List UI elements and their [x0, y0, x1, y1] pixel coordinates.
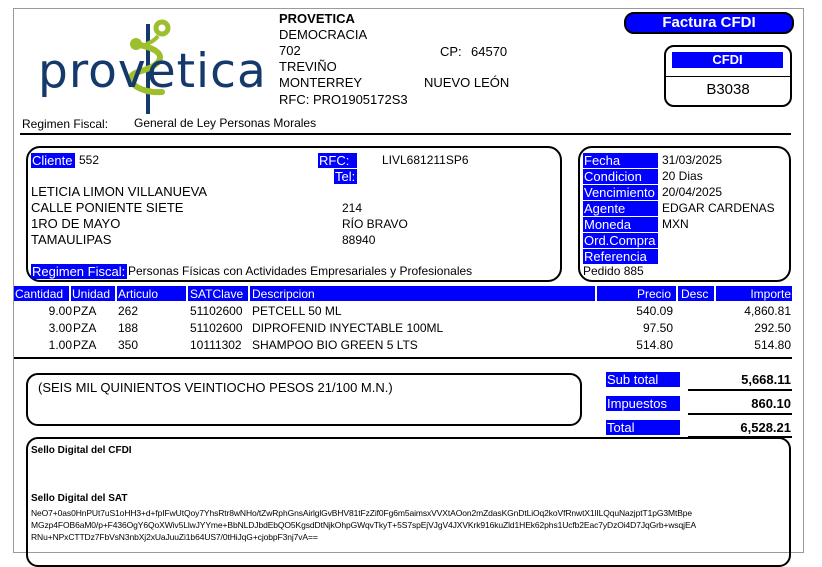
- amount-words: (SEIS MIL QUINIENTOS VEINTIOCHO PESOS 21/100 M.N.): [38, 380, 393, 395]
- col-satclave: SATClave: [190, 287, 244, 301]
- pedido-value: Pedido 885: [583, 264, 644, 278]
- client-city: RÍO BRAVO: [342, 217, 408, 231]
- col-desc: Desc: [681, 287, 709, 301]
- condicion-label: Condicion: [583, 169, 658, 184]
- client-rfc-label: RFC:: [318, 153, 357, 168]
- row-importe: 514.80: [754, 338, 791, 352]
- row-cantidad: 1.00: [48, 338, 72, 352]
- issuer-colony: TREVIÑO: [279, 59, 337, 74]
- issuer-city: MONTERREY: [279, 75, 363, 90]
- referencia-label: Referencia: [583, 249, 658, 264]
- impuestos-underline: [688, 413, 792, 415]
- moneda-label: Moneda: [583, 217, 658, 232]
- row-satclave: 51102600: [190, 304, 243, 318]
- sat-seal-line: MGzp4FOB6aM0/p+F436OgY6QoXWiv5LlwJYYme+BbNLDJbdEbQO5KgsdDtNjkOhpGWqvTkyT+5S7spEjVJgV4JXVKrk916kuZld1HEk62phs1Ucfb2Eac7yDzOi4D7JqGrb+wsqjEA: [31, 520, 697, 530]
- client-id: 552: [79, 153, 100, 167]
- condicion-value: 20 Dias: [662, 169, 703, 183]
- total-label: Total: [606, 420, 680, 435]
- folio-divider: [666, 76, 790, 77]
- total-value: 6,528.21: [740, 420, 791, 435]
- table-row: [14, 338, 792, 354]
- fecha-label: Fecha: [583, 153, 658, 168]
- client-number: 214: [342, 201, 363, 215]
- row-precio: 540.09: [636, 304, 673, 318]
- impuestos-value: 860.10: [751, 396, 791, 411]
- vencimiento-label: Vencimiento: [583, 185, 658, 200]
- impuestos-label: Impuestos: [606, 396, 680, 411]
- row-cantidad: 3.00: [48, 321, 72, 335]
- moneda-value: MXN: [662, 217, 689, 231]
- subtotal-value: 5,668.11: [741, 372, 791, 387]
- row-articulo: 188: [118, 321, 139, 335]
- invoice-title: Factura CFDI: [624, 12, 794, 34]
- regimen-value: General de Ley Personas Morales: [134, 116, 317, 130]
- items-bottom-divider: [14, 357, 792, 359]
- regimen-label: Regimen Fiscal:: [22, 117, 109, 131]
- logo-wordmark: provetica: [38, 44, 267, 99]
- issuer-cp-label: CP:: [440, 44, 462, 59]
- row-satclave: 10111302: [190, 338, 242, 352]
- agente-label: Agente: [583, 201, 658, 216]
- subtotal-underline: [688, 389, 792, 391]
- fecha-value: 31/03/2025: [662, 153, 723, 167]
- client-regimen: Personas Físicas con Actividades Empresariales y Profesionales: [128, 264, 473, 278]
- sat-seal-line: RNu+NPxCTTDz7FbVsN3nbXj2xUaJuuZi1b64US7/0tHiJqG+cjobpF3nj7vA==: [31, 532, 318, 542]
- col-articulo: Articulo: [118, 287, 159, 301]
- row-unidad: PZA: [73, 304, 97, 318]
- col-precio: Precio: [636, 287, 671, 301]
- folio-number: B3038: [706, 81, 750, 98]
- header-divider: [20, 133, 791, 135]
- table-row: [14, 304, 792, 320]
- client-rfc: LIVL681211SP6: [382, 153, 469, 167]
- table-row: [14, 321, 792, 337]
- seals-box: [26, 437, 791, 567]
- client-state: TAMAULIPAS: [31, 232, 112, 247]
- agente-value: EDGAR CARDENAS: [662, 201, 775, 215]
- row-articulo: 350: [118, 338, 139, 352]
- row-articulo: 262: [118, 304, 139, 318]
- client-name: LETICIA LIMON VILLANUEVA: [31, 184, 208, 199]
- vencimiento-value: 20/04/2025: [662, 185, 723, 199]
- row-unidad: PZA: [73, 321, 97, 335]
- row-precio: 97.50: [642, 321, 673, 335]
- cfdi-seal-label: Sello Digital del CFDI: [31, 445, 132, 456]
- issuer-rfc: RFC: PRO1905172S3: [279, 92, 408, 107]
- issuer-cp: 64570: [471, 44, 508, 59]
- ordcompra-label: Ord.Compra: [583, 233, 658, 248]
- col-unidad: Unidad: [72, 287, 111, 301]
- row-descripcion: PETCELL 50 ML: [252, 304, 342, 318]
- client-street: CALLE PONIENTE SIETE: [31, 200, 184, 215]
- row-precio: 514.80: [636, 338, 673, 352]
- col-cantidad: Cantidad: [15, 287, 64, 301]
- row-importe: 292.50: [754, 321, 791, 335]
- issuer-street: DEMOCRACIA: [279, 27, 368, 42]
- row-importe: 4,860.81: [744, 304, 791, 318]
- client-label: Cliente: [31, 153, 75, 168]
- sat-seal-line: NeO7+0as0HnPUt7uS1oHH3+d+fpIFwUtQoy7YhsRtr8wNHo/tZwRphGnsAirlglGvBHV81tFzZif0Fg6m5aimsxVVXtAOon2mZdasKGnDtLiOq2koVfRnwtX1lILQquNazjptT1pG3MtBpe: [31, 508, 693, 518]
- row-descripcion: SHAMPOO BIO GREEN 5 LTS: [252, 338, 418, 352]
- provetica-logo: [38, 14, 267, 116]
- row-descripcion: DIPROFENID INYECTABLE 100ML: [252, 321, 444, 335]
- col-importe: Importe: [750, 287, 791, 301]
- client-zip: 88940: [342, 233, 376, 247]
- client-tel-label: Tel:: [335, 169, 356, 184]
- col-descripcion: Descripcion: [252, 287, 315, 301]
- client-colony: 1RO DE MAYO: [31, 216, 121, 231]
- row-satclave: 51102600: [190, 321, 243, 335]
- issuer-number: 702: [279, 43, 301, 58]
- subtotal-label: Sub total: [606, 372, 680, 387]
- row-cantidad: 9.00: [48, 304, 72, 318]
- issuer-state: NUEVO LEÓN: [424, 75, 510, 90]
- client-regimen-label: Regimen Fiscal:: [32, 264, 126, 279]
- sat-seal-label: Sello Digital del SAT: [31, 493, 128, 504]
- cfdi-label: CFDI: [672, 52, 783, 68]
- row-unidad: PZA: [73, 338, 97, 352]
- issuer-name: PROVETICA: [279, 11, 355, 26]
